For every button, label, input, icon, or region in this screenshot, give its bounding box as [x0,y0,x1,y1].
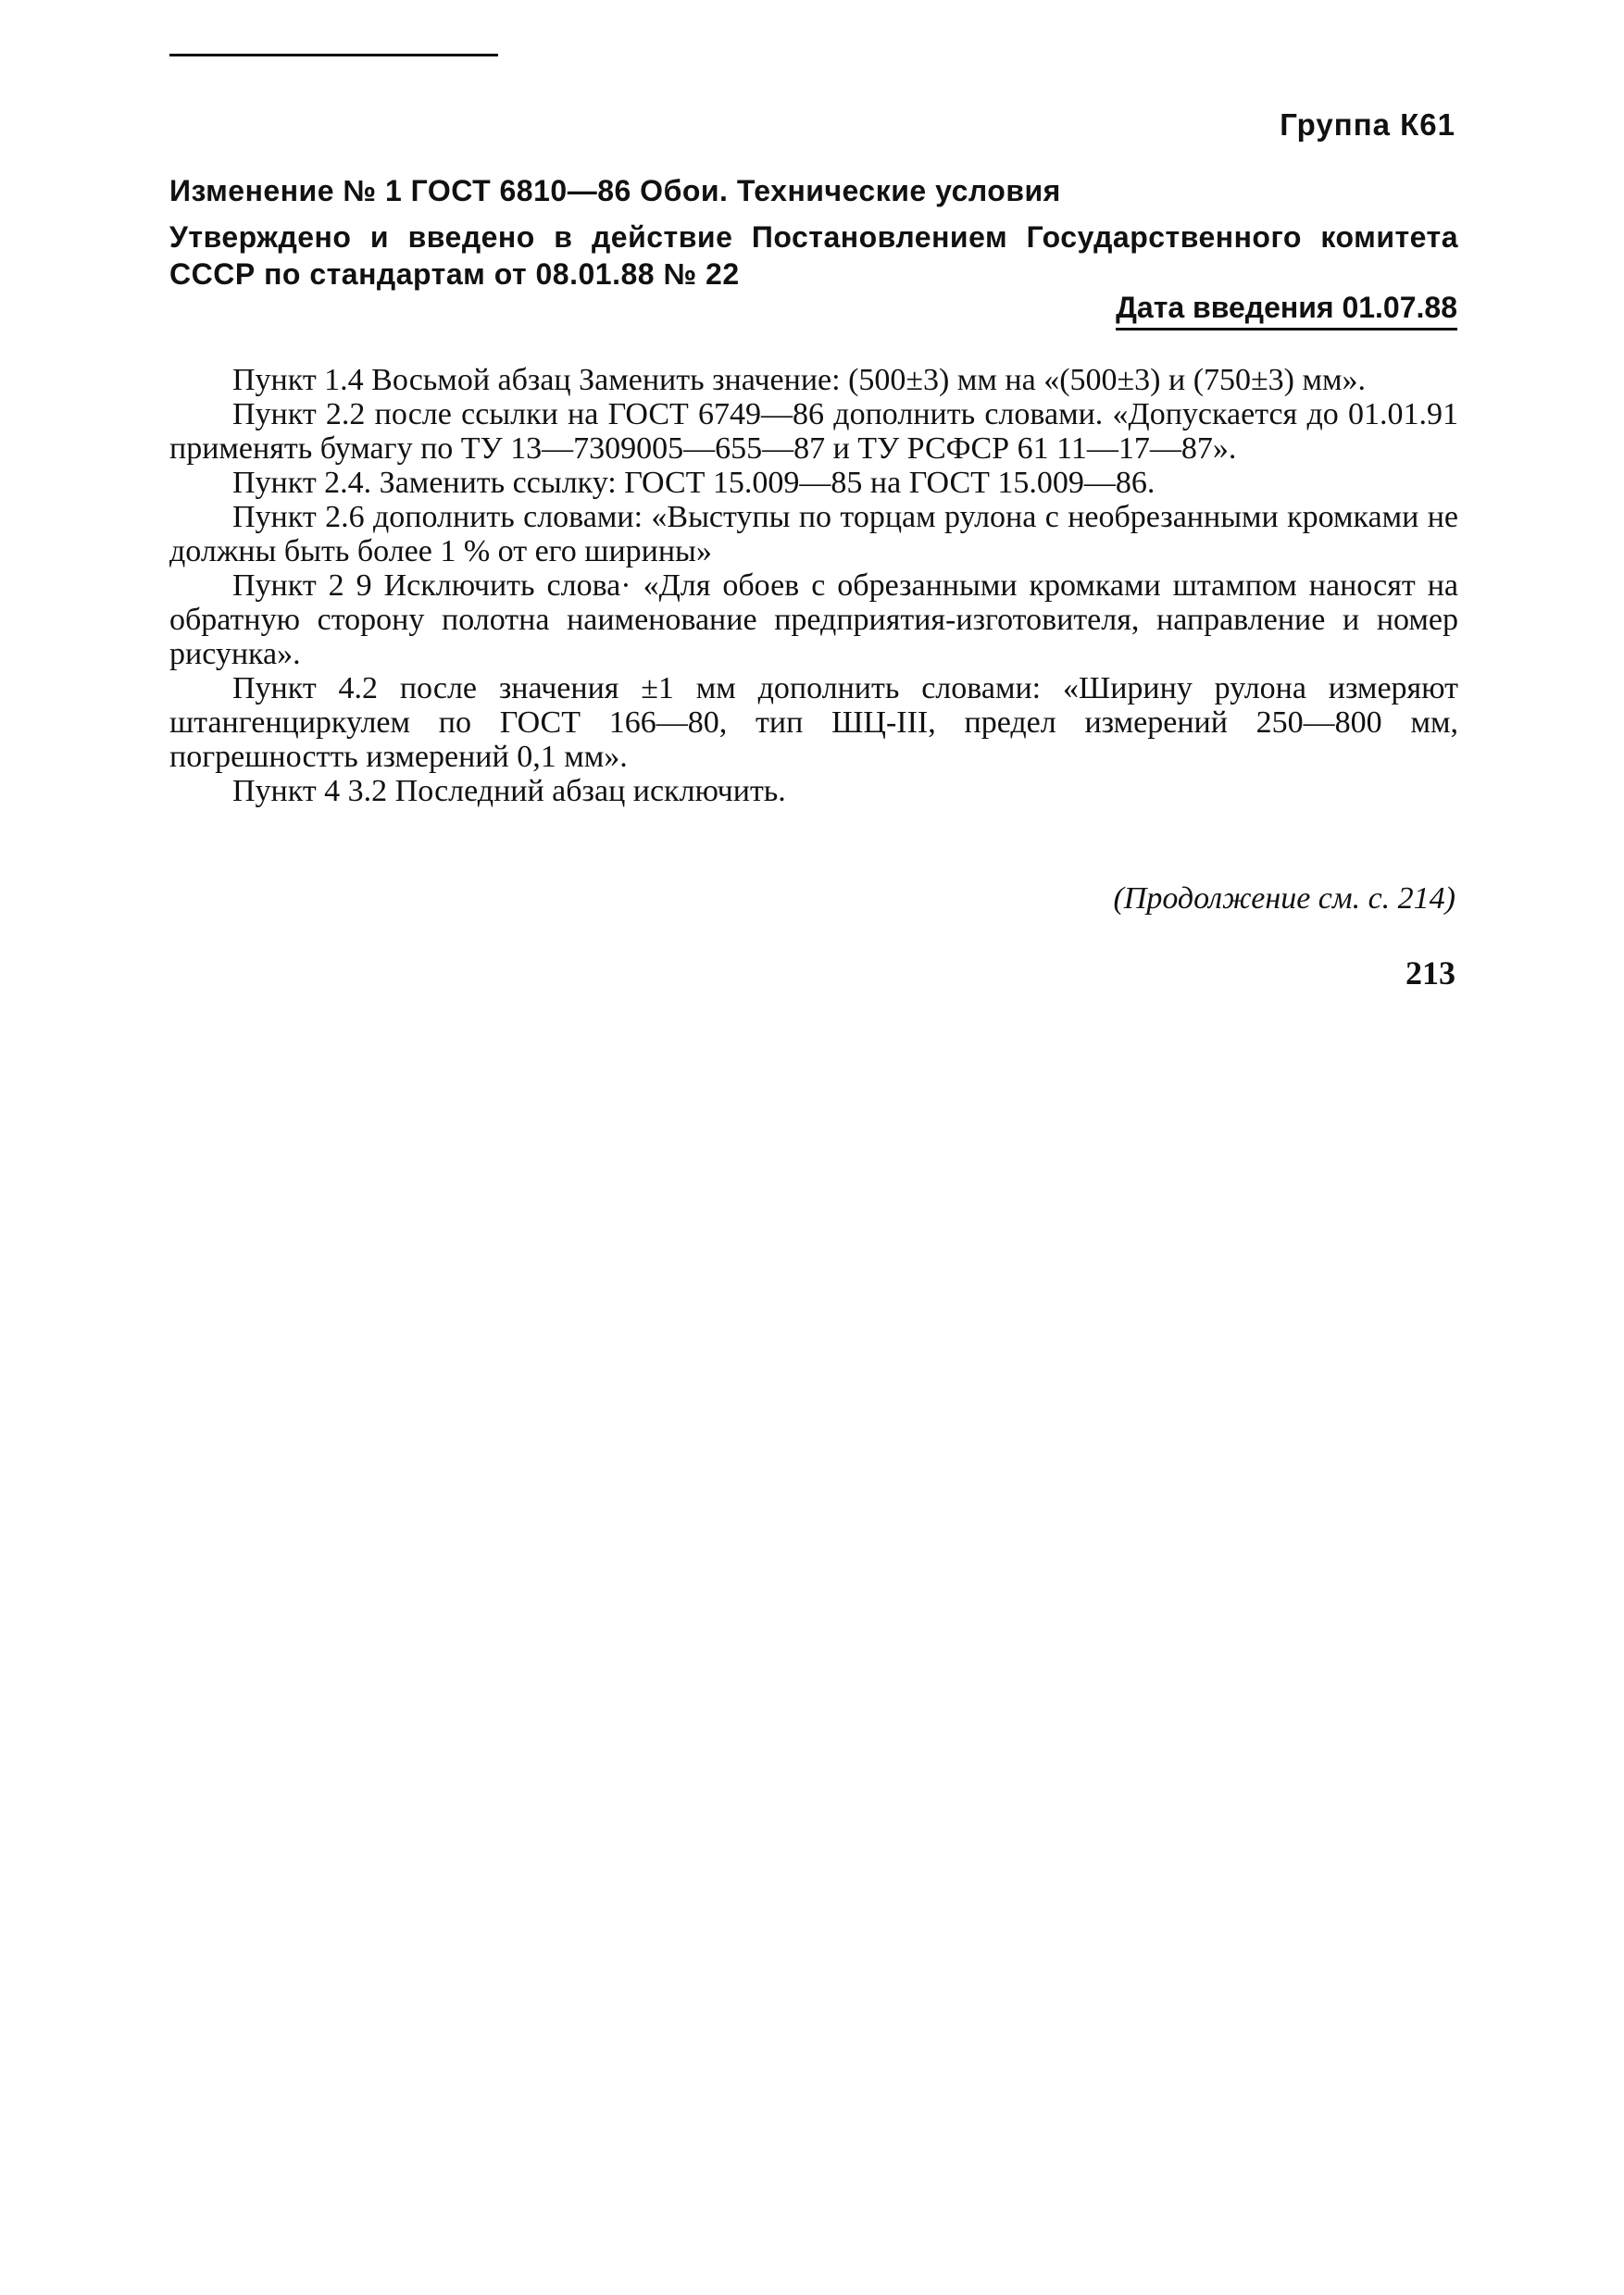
paragraph-2-6: Пункт 2.6 дополнить словами: «Выступы по торцам рулона с необрезанными кромками не должны быть более 1 % от его ширины» [169,500,1458,568]
paragraph-2-2: Пункт 2.2 после ссылки на ГОСТ 6749—86 дополнить словами. «Допускается до 01.01.91 применять бумагу по ТУ 13—7309005—655—87 и ТУ РСФСР 61 11—17—87». [169,397,1458,466]
paragraph-2-4: Пункт 2.4. Заменить ссылку: ГОСТ 15.009—85 на ГОСТ 15.009—86. [232,466,1156,500]
effective-date-value: 01.07.88 [1342,291,1457,324]
paragraph-4-3-2: Пункт 4 3.2 Последний абзац исключить. [232,774,786,808]
paragraph-4-2: Пункт 4.2 после значения ±1 мм дополнить словами: «Ширину рулона измеряют штангенциркулем по ГОСТ 166—80, тип ШЦ-III, предел измерений 250—800 мм, погрешностть измерений 0,1 мм». [169,671,1458,774]
amendment-title: Изменение № 1 ГОСТ 6810—86 Обои. Технические условия [169,174,1061,207]
paragraph-1-4: Пункт 1.4 Восьмой абзац Заменить значение: (500±3) мм на «(500±3) и (750±3) мм». [232,363,1367,397]
approval-statement: Утверждено и введено в действие Постановлением Государственного комитета СССР по стандартам от 08.01.88 № 22 [169,220,1458,291]
top-rule [169,54,498,56]
paragraph-2-9: Пункт 2 9 Исключить слова· «Для обоев с обрезанными кромками штампом наносят на обратную сторону полотна наименование предприятия-изготовителя, направление и номер рисунка». [169,568,1458,671]
effective-date [1116,289,1457,331]
amendment-body [169,363,1458,808]
continuation-note: (Продолжение см. с. 214) [1113,881,1455,916]
effective-date-label: Дата введения [1116,291,1334,324]
page-number: 213 [1405,954,1455,992]
group-label: Группа К61 [1280,107,1455,142]
